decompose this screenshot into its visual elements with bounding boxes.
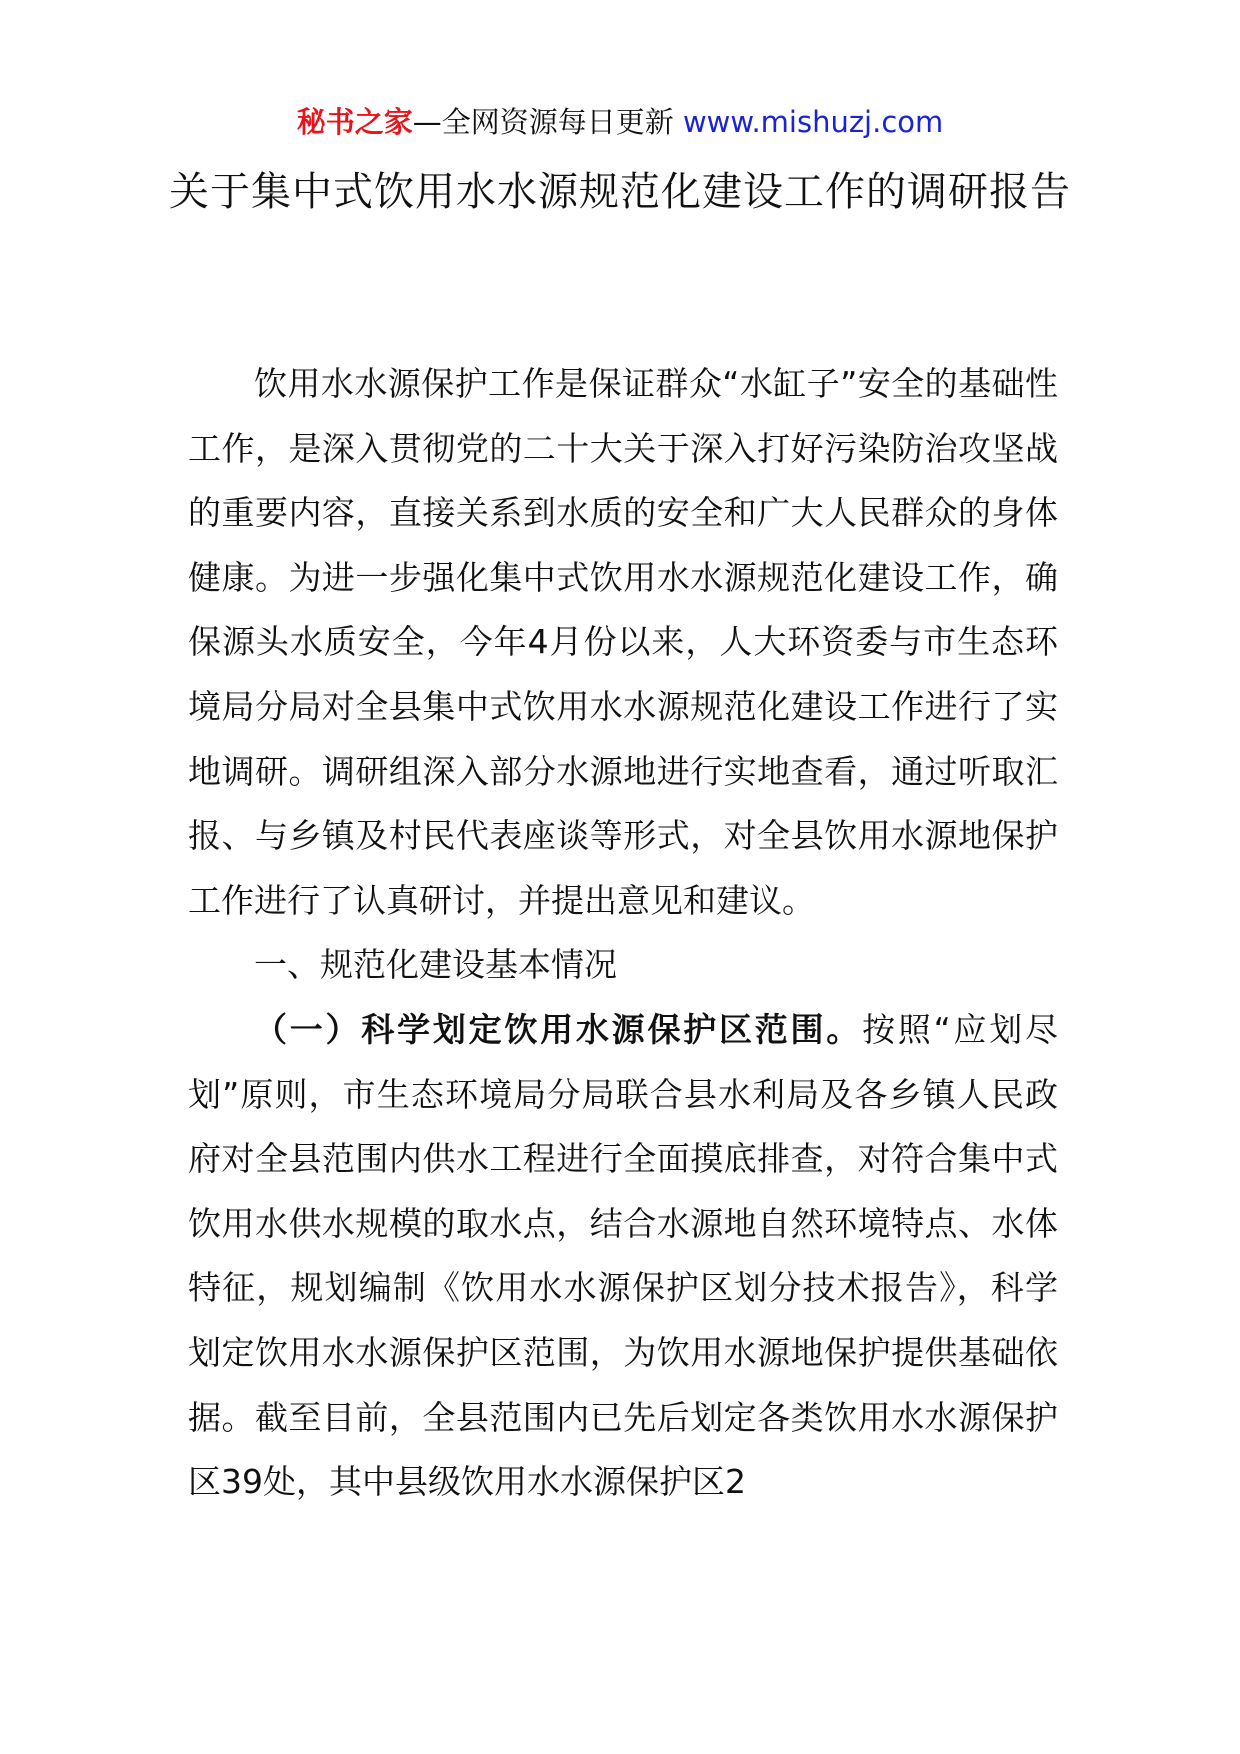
document-title: 关于集中式饮用水水源规范化建设工作的调研报告: [169, 169, 1071, 215]
brand-name: 秘书之家: [296, 105, 413, 139]
section-heading: 一、规范化建设基本情况: [254, 945, 617, 985]
site-url-link[interactable]: www.mishuzj.com: [682, 105, 944, 139]
intro-paragraph: 饮用水水源保护工作是保证群众“水缸子”安全的基础性工作，是深入贯彻党的二十大关于深入打好污染防治攻坚战的重要内容，直接关系到水质的安全和广大人民群众的身体健康。为进一步强化集中式饮用水水源规范化建设工作，确保源头水质安全，今年4月份以来，人大环资委与市生态环境局分局对全县集中式饮用水水源规范化建设工作进行了实地调研。调研组深入部分水源地进行实地查看，通过听取汇报、与乡镇及村民代表座谈等形式，对全县饮用水源地保护工作进行了认真研讨，并提出意见和建议。: [188, 364, 1058, 920]
document-body: [188, 352, 1058, 1515]
subsection-heading: （一）科学划定饮用水源保护区范围。: [254, 1009, 863, 1049]
subsection-text: 按照“应划尽划”原则，市生态环境局分局联合县水利局及各乡镇人民政府对全县范围内供水工程进行全面摸底排查，对符合集中式饮用水供水规模的取水点，结合水源地自然环境特点、水体特征，规划编制《饮用水水源保护区划分技术报告》，科学划定饮用水水源保护区范围，为饮用水源地保护提供基础依据。截至目前，全县范围内已先后划定各类饮用水水源保护区39处，其中县级饮用水水源保护区2: [188, 1009, 1058, 1502]
site-slogan: —全网资源每日更新: [412, 105, 674, 139]
subsection-paragraph: [188, 998, 1058, 1515]
site-header: [0, 100, 1240, 144]
